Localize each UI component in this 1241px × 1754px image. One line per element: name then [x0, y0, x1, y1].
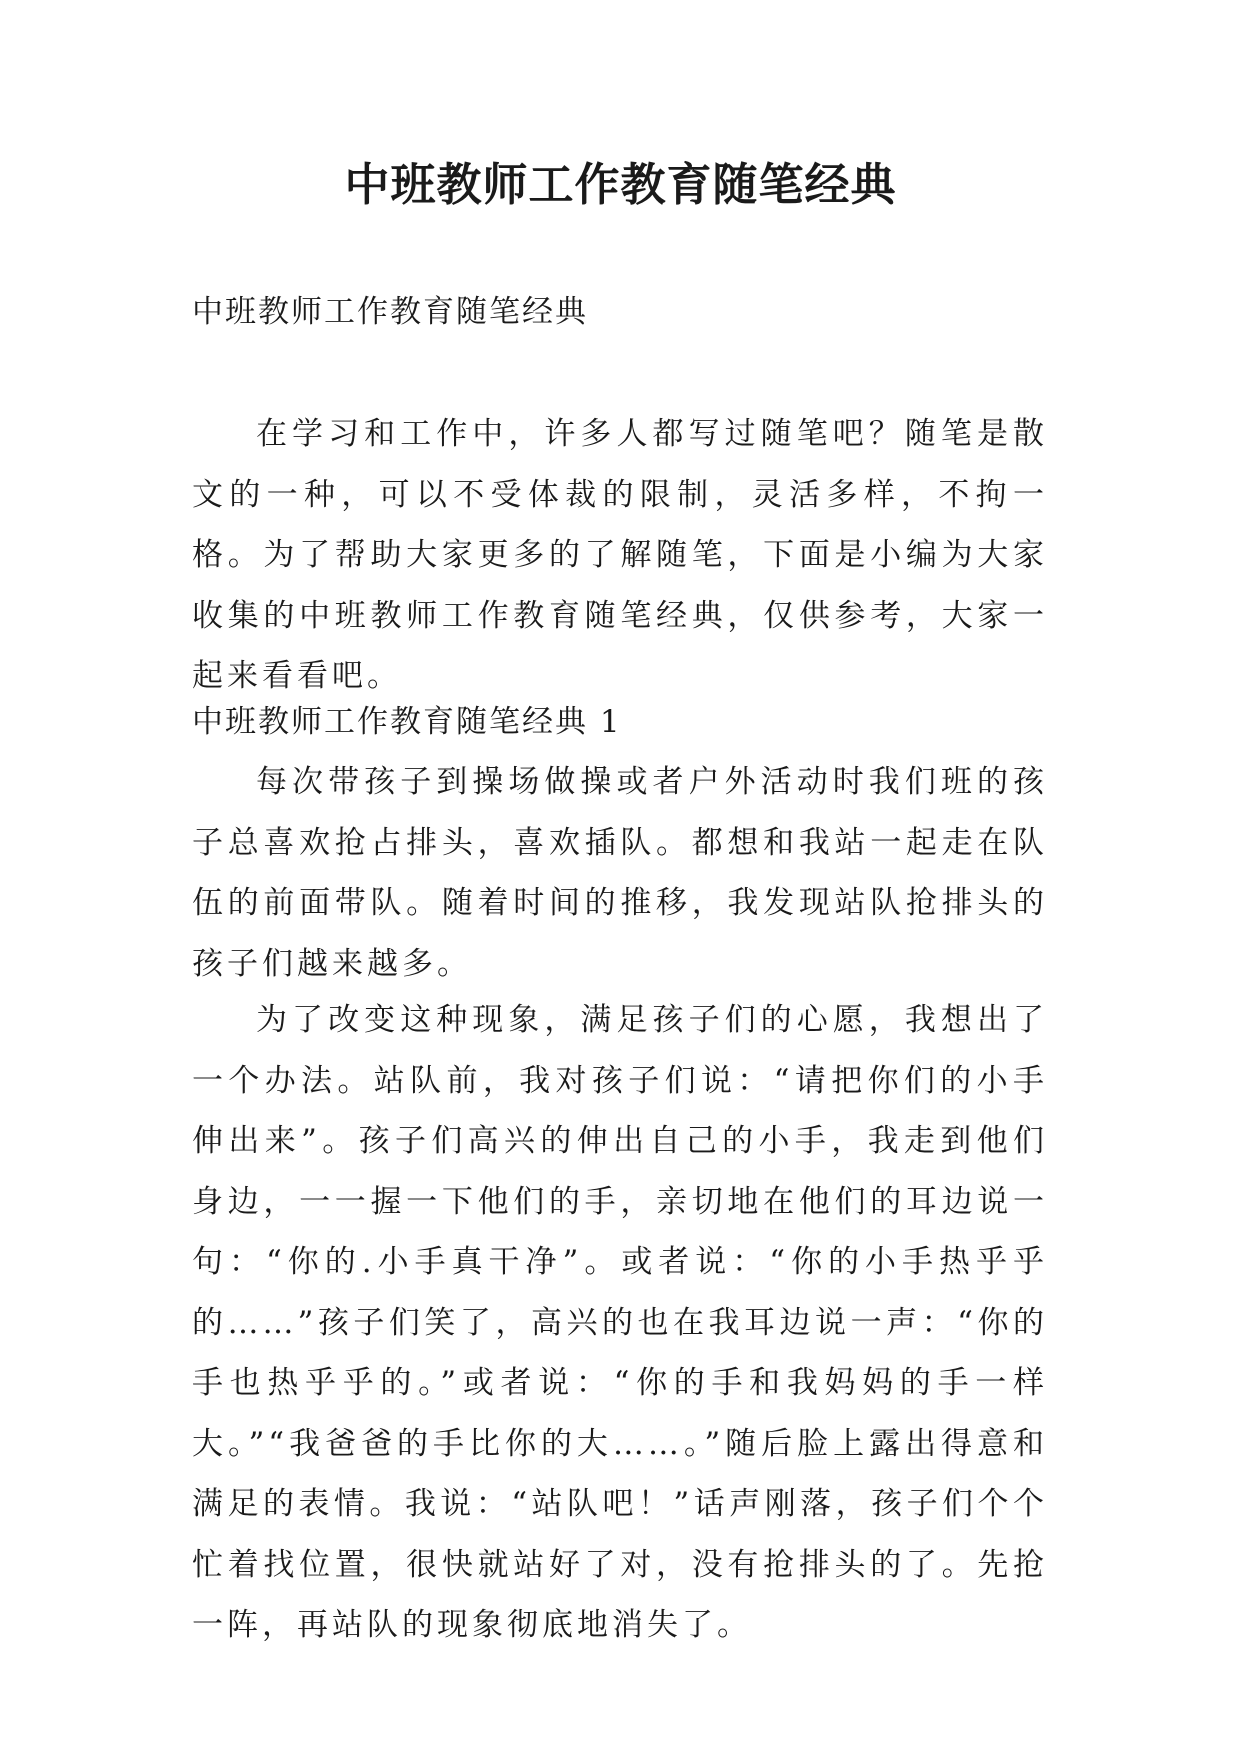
intro-paragraph: 在学习和工作中，许多人都写过随笔吧？随笔是散文的一种，可以不受体裁的限制，灵活多样，不拘一格。为了帮助大家更多的了解随笔，下面是小编为大家收集的中班教师工作教育随笔经典，仅供参考，大家一起来看看吧。 [192, 416, 1048, 694]
document-title: 中班教师工作教育随笔经典 [344, 158, 897, 211]
body-paragraph: 每次带孩子到操场做操或者户外活动时我们班的孩子总喜欢抢占排头，喜欢插队。都想和我站一起走在队伍的前面带队。随着时间的推移，我发现站队抢排头的孩子们越来越多。 [192, 764, 1048, 982]
document-subtitle: 中班教师工作教育随笔经典 [192, 294, 588, 330]
section-heading: 中班教师工作教育随笔经典 1 [192, 704, 622, 740]
body-paragraph: 为了改变这种现象，满足孩子们的心愿，我想出了一个办法。站队前，我对孩子们说：“请把你们的小手伸出来”。孩子们高兴的伸出自己的小手，我走到他们身边，一一握一下他们的手，亲切地在他们的耳边说一句：“你的.小手真干净”。或者说：“你的小手热乎乎的……”孩子们笑了，高兴的也在我耳边说一声：“你的手也热乎乎的。”或者说：“你的手和我妈妈的手一样大。”“我爸爸的手比你的大……。”随后脸上露出得意和满足的表情。我说：“站队吧！”话声刚落，孩子们个个忙着找位置，很快就站好了对，没有抢排头的了。先抢一阵，再站队的现象彻底地消失了。 [192, 1002, 1048, 1643]
